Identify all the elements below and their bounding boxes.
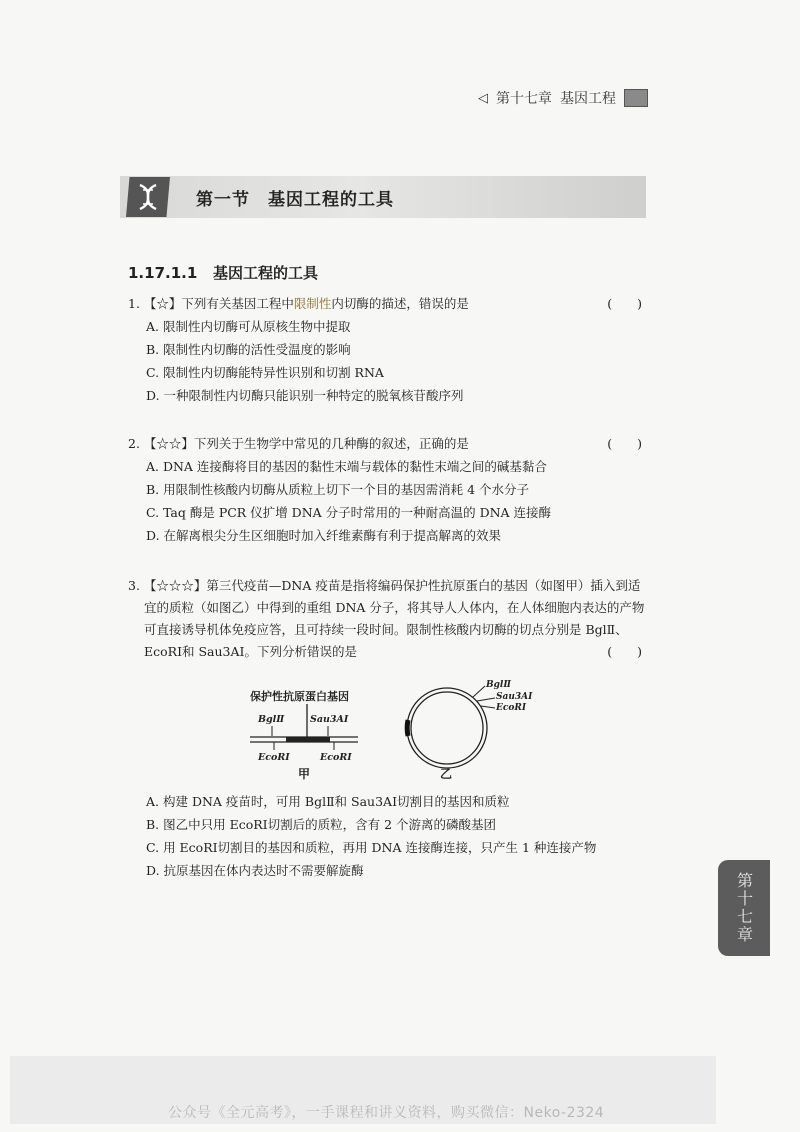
plasmid-outer-ring (407, 688, 487, 768)
question-stem: 2. 【☆☆】下列关于生物学中常见的几种酶的叙述，正确的是 (128, 436, 469, 451)
option-d: D. 一种限制性内切酶只能识别一种特定的脱氧核苷酸序列 (146, 388, 464, 403)
ecor-right-label: EcoRⅠ (320, 752, 352, 763)
answer-blank: ( ) (607, 644, 642, 659)
page-number-box (624, 89, 648, 107)
gene-title: 保护性抗原蛋白基因 (250, 690, 349, 703)
subsection-number: 1.17.1.1 (128, 264, 198, 282)
chapter-title: 基因工程 (560, 91, 616, 107)
answer-blank: ( ) (607, 296, 642, 311)
plasmid-figure (240, 678, 540, 782)
subsection-title: 基因工程的工具 (212, 264, 318, 282)
chapter-side-tab (718, 860, 770, 956)
answer-blank: ( ) (607, 436, 642, 451)
question-3 (128, 575, 648, 663)
ring-sau-line (477, 698, 495, 701)
plasmid-inner-ring (411, 692, 483, 764)
ring-sau-label: Sau3AⅠ (496, 692, 533, 702)
question-stem-line: 可直接诱导机体免疫应答，且可持续一段时间。限制性核酸内切酶的切点分别是 BglⅡ、 (144, 622, 628, 637)
yi-label: 乙 (440, 767, 453, 781)
watermark-text: 公众号《全元高考》，一手课程和讲义资料，购买微信：Neko-2324 (168, 1105, 605, 1121)
section-banner (120, 176, 646, 218)
ecor-left-label: EcoRⅠ (258, 752, 290, 763)
bgl-label: BglⅡ (258, 714, 285, 725)
ring-ecor-line (481, 706, 495, 708)
dna-icon (126, 177, 170, 217)
running-header (478, 88, 648, 108)
option-c: C. 限制性内切酶能特异性识别和切割 RNA (146, 365, 384, 380)
jia-label: 甲 (298, 767, 311, 781)
question-1 (128, 293, 648, 407)
option-c: C. 用 EcoRⅠ切割目的基因和质粒，再用 DNA 连接酶连接，只产生 1 种连接产物 (146, 840, 597, 855)
sau-label: Sau3AⅠ (310, 714, 349, 725)
option-b: B. 用限制性核酸内切酶从质粒上切下一个目的基因需消耗 4 个水分子 (146, 482, 530, 497)
triangle-marker-icon: ◁ (478, 90, 488, 106)
ring-bgl-line (473, 686, 485, 697)
question-stem: 1. 【☆】下列有关基因工程中限制性内切酶的描述，错误的是 (128, 296, 469, 311)
side-tab-label: 第十七章 (734, 872, 754, 944)
question-2 (128, 433, 648, 547)
option-a: A. DNA 连接酶将目的基因的黏性末端与载体的黏性末端之间的碱基黏合 (146, 459, 547, 474)
option-a: A. 构建 DNA 疫苗时，可用 BglⅡ和 Sau3AⅠ切割目的基因和质粒 (146, 794, 510, 809)
question-stem-line: 宜的质粒（如图乙）中得到的重组 DNA 分子，将其导人人体内，在人体细胞内表达的产物 (144, 600, 645, 615)
question-3-options (128, 790, 648, 882)
option-b: B. 图乙中只用 EcoRⅠ切割后的质粒，含有 2 个游离的磷酸基团 (146, 817, 497, 832)
option-b: B. 限制性内切酶的活性受温度的影响 (146, 342, 351, 357)
ring-ecor-label: EcoRⅠ (496, 703, 527, 713)
question-stem-line: EcoRⅠ和 Sau3AⅠ。下列分析错误的是 (144, 644, 357, 659)
plasmid-marker-segment (407, 720, 408, 736)
ring-bgl-label: BglⅡ (486, 680, 511, 690)
gene-segment (286, 737, 330, 742)
option-a: A. 限制性内切酶可从原核生物中提取 (146, 319, 351, 334)
section-title: 第一节 基因工程的工具 (196, 189, 394, 210)
option-d: D. 在解离根尖分生区细胞时加入纤维素酶有利于提高解离的效果 (146, 528, 502, 543)
option-c: C. Taq 酶是 PCR 仪扩增 DNA 分子时常用的一种耐高温的 DNA 连接酶 (146, 505, 552, 520)
chapter-label: 第十七章 (496, 91, 552, 107)
subsection-heading (128, 262, 318, 283)
option-d: D. 抗原基因在体内表达时不需要解旋酶 (146, 863, 364, 878)
question-stem-line: 3. 【☆☆☆】第三代疫苗—DNA 疫苗是指将编码保护性抗原蛋白的基因（如图甲）插入到适 (128, 578, 641, 593)
